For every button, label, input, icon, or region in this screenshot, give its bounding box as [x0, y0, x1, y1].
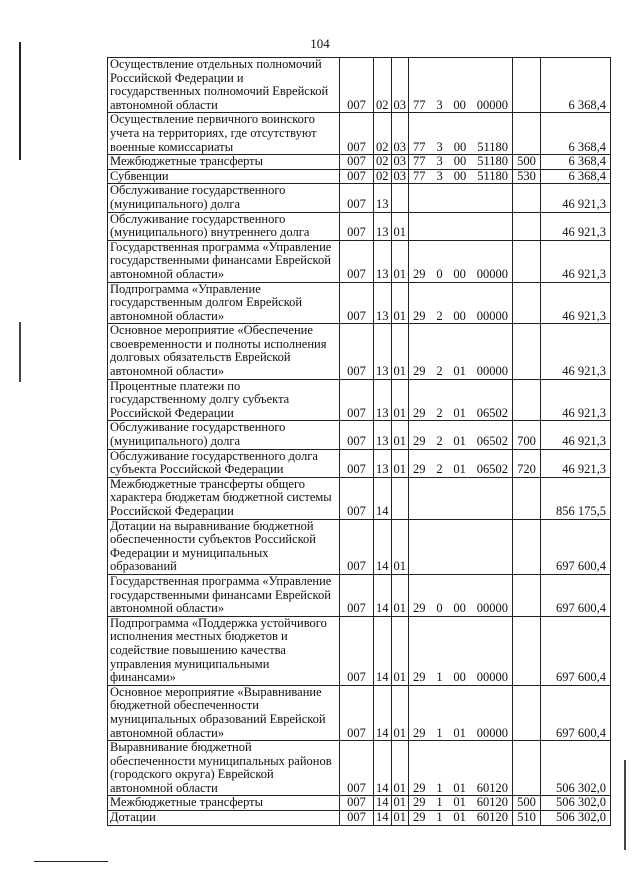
page-number: 104 [310, 36, 330, 51]
expense-type-code [513, 685, 541, 740]
target-article-part: 1 [436, 780, 443, 795]
expense-type-code [513, 240, 541, 282]
amount: 46 921,3 [541, 449, 611, 477]
section-code: 14 [374, 519, 392, 574]
subsection-code: 01 [391, 379, 409, 421]
amount: 697 600,4 [541, 519, 611, 574]
amount: 697 600,4 [541, 616, 611, 685]
table-row [108, 616, 611, 685]
row-name: Межбюджетные трансферты общего характера бюджетам бюджетной системы Российской Федерации [108, 477, 340, 519]
amount: 6 368,4 [541, 113, 611, 155]
table-row [108, 324, 611, 379]
target-article-part: 3 [436, 139, 443, 154]
target-article-part: 0 [436, 601, 443, 616]
admin-code: 007 [340, 477, 374, 519]
target-article-part: 00 [453, 308, 466, 323]
target-article-part: 29 [413, 670, 426, 685]
table-row [108, 741, 611, 796]
subsection-code: 03 [391, 169, 409, 184]
target-article-parts [411, 365, 510, 379]
target-article-part: 00000 [476, 364, 508, 379]
target-article-part: 29 [413, 462, 426, 477]
section-code: 13 [374, 449, 392, 477]
amount: 46 921,3 [541, 421, 611, 449]
subsection-code: 01 [391, 685, 409, 740]
target-article-parts [411, 99, 510, 113]
admin-code: 007 [340, 379, 374, 421]
target-article-part: 06502 [476, 405, 508, 420]
section-code: 13 [374, 240, 392, 282]
admin-code: 007 [340, 113, 374, 155]
row-name: Осуществление отдельных полномочий Российской Федерации и государственных полномочий Еврейской автономной области [108, 58, 340, 113]
section-code: 14 [374, 477, 392, 519]
target-article-part: 29 [413, 780, 426, 795]
subsection-code [391, 184, 409, 212]
target-article-part: 3 [436, 97, 443, 112]
admin-code: 007 [340, 811, 374, 826]
target-article-code [409, 519, 513, 574]
target-article-part: 51180 [477, 139, 508, 154]
target-article-parts [411, 141, 510, 155]
subsection-code: 03 [391, 155, 409, 170]
target-article-part: 60120 [476, 795, 508, 810]
table-row [108, 113, 611, 155]
table-row [108, 574, 611, 616]
target-article-part: 1 [436, 810, 443, 825]
table-row [108, 58, 611, 113]
admin-code: 007 [340, 741, 374, 796]
admin-code: 007 [340, 282, 374, 324]
budget-table-body [108, 58, 611, 826]
row-name: Межбюджетные трансферты [108, 796, 340, 811]
target-article-code [409, 685, 513, 740]
target-article-code [409, 212, 513, 240]
table-row [108, 449, 611, 477]
amount: 46 921,3 [541, 212, 611, 240]
admin-code: 007 [340, 58, 374, 113]
subsection-code: 01 [391, 421, 409, 449]
admin-code: 007 [340, 421, 374, 449]
expense-type-code [513, 379, 541, 421]
subsection-code [391, 477, 409, 519]
target-article-part: 01 [453, 725, 466, 740]
target-article-code [409, 477, 513, 519]
target-article-part: 2 [436, 405, 443, 420]
admin-code: 007 [340, 212, 374, 240]
row-name: Межбюджетные трансферты [108, 155, 340, 170]
expense-type-code [513, 519, 541, 574]
expense-type-code [513, 113, 541, 155]
target-article-parts [411, 811, 510, 825]
row-name: Обслуживание государственного (муниципального) внутреннего долга [108, 212, 340, 240]
table-row [108, 519, 611, 574]
subsection-code: 01 [391, 796, 409, 811]
table-row [108, 155, 611, 170]
target-article-part: 01 [453, 462, 466, 477]
target-article-part: 51180 [477, 169, 508, 183]
margin-mark [19, 322, 21, 382]
target-article-part: 00000 [476, 266, 508, 281]
target-article-code [409, 616, 513, 685]
target-article-part: 1 [436, 725, 443, 740]
table-row [108, 169, 611, 184]
table-row [108, 240, 611, 282]
target-article-part: 2 [436, 308, 443, 323]
amount: 856 175,5 [541, 477, 611, 519]
target-article-code [409, 169, 513, 184]
table-row [108, 282, 611, 324]
expense-type-code: 510 [513, 811, 541, 826]
section-code: 13 [374, 212, 392, 240]
target-article-part: 00000 [476, 308, 508, 323]
row-name: Осуществление первичного воинского учета на территориях, где отсутствуют военные комиссариаты [108, 113, 340, 155]
target-article-parts [411, 782, 510, 796]
row-name: Выравнивание бюджетной обеспеченности муниципальных районов (городского округа) Еврейской автономной области [108, 741, 340, 796]
amount: 506 302,0 [541, 796, 611, 811]
target-article-parts [411, 463, 510, 477]
table-row [108, 796, 611, 811]
target-article-part: 60120 [476, 810, 508, 825]
target-article-code [409, 741, 513, 796]
table-row [108, 212, 611, 240]
row-name: Обслуживание государственного (муниципального) долга [108, 421, 340, 449]
subsection-code: 01 [391, 324, 409, 379]
admin-code: 007 [340, 449, 374, 477]
target-article-part: 00 [453, 97, 466, 112]
target-article-code [409, 113, 513, 155]
subsection-code: 01 [391, 212, 409, 240]
target-article-part: 00000 [476, 97, 508, 112]
target-article-part: 1 [436, 795, 443, 810]
target-article-part: 00000 [476, 670, 508, 685]
subsection-code: 01 [391, 574, 409, 616]
target-article-part: 29 [413, 266, 426, 281]
row-name: Процентные платежи по государственному долгу субъекта Российской Федерации [108, 379, 340, 421]
target-article-code [409, 796, 513, 811]
target-article-code [409, 240, 513, 282]
table-row [108, 811, 611, 826]
target-article-part: 00 [453, 670, 466, 685]
target-article-part: 01 [453, 434, 466, 449]
target-article-part: 00 [453, 601, 466, 616]
subsection-code: 01 [391, 616, 409, 685]
amount: 46 921,3 [541, 379, 611, 421]
target-article-parts [411, 310, 510, 324]
amount: 506 302,0 [541, 811, 611, 826]
target-article-part: 60120 [476, 780, 508, 795]
expense-type-code [513, 477, 541, 519]
target-article-code [409, 449, 513, 477]
section-code: 02 [374, 58, 392, 113]
admin-code: 007 [340, 240, 374, 282]
admin-code: 007 [340, 169, 374, 184]
table-row [108, 379, 611, 421]
target-article-code [409, 155, 513, 170]
target-article-part: 2 [436, 434, 443, 449]
amount: 6 368,4 [541, 169, 611, 184]
row-name: Основное мероприятие «Выравнивание бюджетной обеспеченности муниципальных образований Еврейской автономной области» [108, 685, 340, 740]
target-article-part: 77 [413, 154, 426, 169]
target-article-part: 00 [453, 169, 467, 183]
target-article-code [409, 282, 513, 324]
admin-code: 007 [340, 685, 374, 740]
target-article-part: 77 [413, 169, 426, 183]
target-article-part: 3 [436, 169, 443, 183]
row-name: Дотации [108, 811, 340, 826]
target-article-part: 29 [413, 434, 426, 449]
expense-type-code: 500 [513, 796, 541, 811]
subsection-code: 03 [391, 58, 409, 113]
target-article-part: 77 [413, 139, 426, 154]
expense-type-code [513, 58, 541, 113]
row-name: Обслуживание государственного долга субъекта Российской Федерации [108, 449, 340, 477]
target-article-part: 29 [413, 601, 426, 616]
amount: 46 921,3 [541, 282, 611, 324]
target-article-parts [411, 796, 510, 810]
target-article-code [409, 379, 513, 421]
target-article-part: 2 [436, 364, 443, 379]
section-code: 13 [374, 324, 392, 379]
expense-type-code: 720 [513, 449, 541, 477]
section-code: 14 [374, 574, 392, 616]
target-article-part: 0 [436, 266, 443, 281]
target-article-code [409, 811, 513, 826]
subsection-code: 01 [391, 240, 409, 282]
section-code: 14 [374, 796, 392, 811]
target-article-part: 1 [436, 670, 443, 685]
amount: 697 600,4 [541, 685, 611, 740]
row-name: Государственная программа «Управление государственными финансами Еврейской автономной области» [108, 240, 340, 282]
subsection-code: 01 [391, 449, 409, 477]
target-article-part: 29 [413, 364, 426, 379]
admin-code: 007 [340, 155, 374, 170]
section-code: 13 [374, 379, 392, 421]
target-article-part: 29 [413, 795, 426, 810]
target-article-part: 01 [453, 810, 466, 825]
expense-type-code: 530 [513, 169, 541, 184]
table-row [108, 685, 611, 740]
expense-type-code [513, 212, 541, 240]
section-code: 14 [374, 685, 392, 740]
amount: 697 600,4 [541, 574, 611, 616]
amount: 6 368,4 [541, 155, 611, 170]
admin-code: 007 [340, 574, 374, 616]
target-article-part: 01 [453, 780, 466, 795]
target-article-code [409, 58, 513, 113]
expense-type-code [513, 282, 541, 324]
admin-code: 007 [340, 184, 374, 212]
section-code: 13 [374, 184, 392, 212]
row-name: Дотации на выравнивание бюджетной обеспеченности субъектов Российской Федерации и муниципальных образований [108, 519, 340, 574]
target-article-part: 3 [436, 154, 443, 169]
row-name: Подпрограмма «Управление государственным долгом Еврейской автономной области» [108, 282, 340, 324]
target-article-code [409, 184, 513, 212]
subsection-code: 01 [391, 282, 409, 324]
target-article-part: 2 [436, 462, 443, 477]
expense-type-code [513, 184, 541, 212]
target-article-parts [411, 268, 510, 282]
target-article-part: 01 [453, 364, 466, 379]
section-code: 13 [374, 421, 392, 449]
row-name: Обслуживание государственного (муниципального) долга [108, 184, 340, 212]
section-code: 14 [374, 741, 392, 796]
target-article-part: 01 [453, 405, 466, 420]
row-name: Подпрограмма «Поддержка устойчивого исполнения местных бюджетов и содействие повышению качества управления муниципальными финансами» [108, 616, 340, 685]
target-article-part: 51180 [477, 154, 508, 169]
row-name: Государственная программа «Управление государственными финансами Еврейской автономной области» [108, 574, 340, 616]
expense-type-code: 700 [513, 421, 541, 449]
subsection-code: 03 [391, 113, 409, 155]
target-article-part: 06502 [476, 462, 508, 477]
row-name: Субвенции [108, 169, 340, 184]
section-code: 02 [374, 155, 392, 170]
row-name: Основное мероприятие «Обеспечение своевременности и полноты исполнения долговых обязательств Еврейской автономной области» [108, 324, 340, 379]
admin-code: 007 [340, 616, 374, 685]
target-article-part: 00 [453, 154, 467, 169]
subsection-code: 01 [391, 811, 409, 826]
amount: 506 302,0 [541, 741, 611, 796]
target-article-parts [411, 671, 510, 685]
target-article-parts [411, 435, 510, 449]
target-article-part: 29 [413, 405, 426, 420]
expense-type-code [513, 324, 541, 379]
expense-type-code: 500 [513, 155, 541, 170]
target-article-code [409, 324, 513, 379]
table-row [108, 477, 611, 519]
section-code: 14 [374, 616, 392, 685]
section-code: 13 [374, 282, 392, 324]
target-article-part: 00 [453, 266, 466, 281]
target-article-code [409, 421, 513, 449]
expense-type-code [513, 574, 541, 616]
subsection-code: 01 [391, 741, 409, 796]
target-article-parts [411, 602, 510, 616]
target-article-parts [411, 407, 510, 421]
section-code: 02 [374, 113, 392, 155]
target-article-part: 06502 [476, 434, 508, 449]
amount: 46 921,3 [541, 184, 611, 212]
target-article-part: 29 [413, 725, 426, 740]
admin-code: 007 [340, 796, 374, 811]
target-article-code [409, 574, 513, 616]
target-article-part: 29 [413, 810, 426, 825]
amount: 6 368,4 [541, 58, 611, 113]
margin-mark [624, 760, 626, 850]
subsection-code: 01 [391, 519, 409, 574]
target-article-part: 00 [453, 139, 467, 154]
target-article-parts [411, 170, 510, 184]
expense-type-code [513, 741, 541, 796]
target-article-parts [411, 155, 510, 169]
target-article-part: 29 [413, 308, 426, 323]
section-code: 02 [374, 169, 392, 184]
budget-table [107, 57, 611, 826]
target-article-part: 00000 [476, 725, 508, 740]
target-article-part: 77 [413, 97, 426, 112]
footnote-rule [34, 861, 108, 862]
section-code: 14 [374, 811, 392, 826]
expense-type-code [513, 616, 541, 685]
table-row [108, 421, 611, 449]
margin-mark [19, 42, 21, 160]
target-article-parts [411, 727, 510, 741]
table-row [108, 184, 611, 212]
target-article-part: 01 [453, 795, 466, 810]
target-article-part: 00000 [476, 601, 508, 616]
amount: 46 921,3 [541, 324, 611, 379]
amount: 46 921,3 [541, 240, 611, 282]
admin-code: 007 [340, 519, 374, 574]
admin-code: 007 [340, 324, 374, 379]
